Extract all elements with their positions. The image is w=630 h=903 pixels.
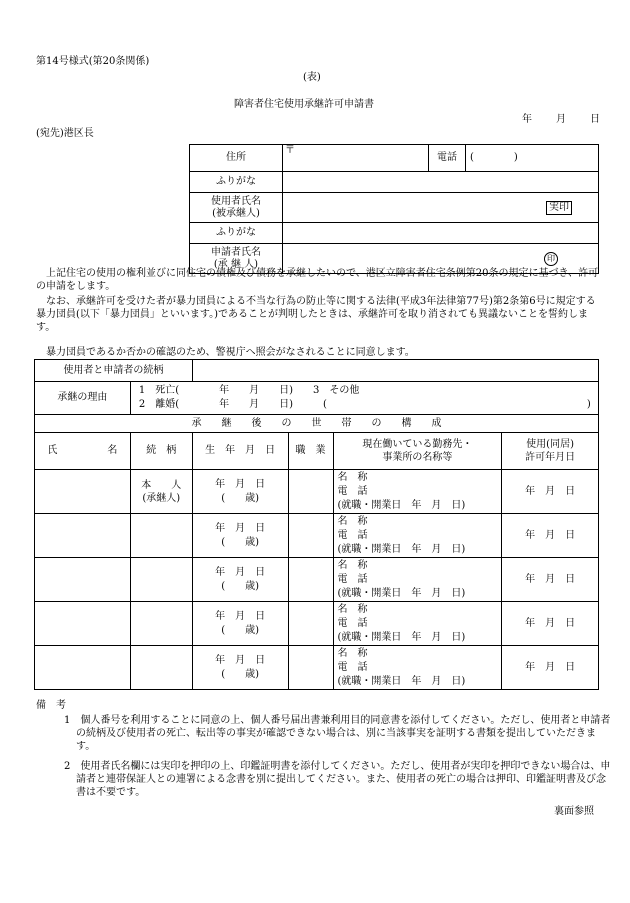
col-birth: 生 年 月 日 xyxy=(192,433,288,470)
member-permit-cell[interactable]: 年 月 日 xyxy=(502,514,599,558)
col-name: 氏 名 xyxy=(35,433,131,470)
date-month: 月 xyxy=(556,114,566,125)
member-occupation-cell[interactable] xyxy=(288,514,333,558)
user-seal-mark: 実印 xyxy=(546,201,572,215)
table-row xyxy=(35,646,599,690)
furigana-field-1[interactable] xyxy=(283,172,599,193)
applicant-table xyxy=(189,144,599,274)
col-relation: 続 柄 xyxy=(130,433,192,470)
member-occupation-cell[interactable] xyxy=(288,558,333,602)
member-name-cell[interactable] xyxy=(35,514,131,558)
reason-options[interactable] xyxy=(130,382,598,415)
member-workplace-cell[interactable]: 名 称 電 話 (就職・開業日 年 月 日) xyxy=(333,470,502,514)
relationship-label: 使用者と申請者の続柄 xyxy=(35,360,193,382)
household-header: 承 継 後 の 世 帯 の 構 成 xyxy=(35,415,599,433)
member-relation-cell[interactable] xyxy=(130,558,192,602)
addressee: (宛先)港区長 xyxy=(36,128,94,139)
note-2: 2 使用者氏名欄には実印を押印の上、印鑑証明書を添付してください。ただし、使用者が実印を押印できない場合は、申請者と連帯保証人との連署による念書を別に提出してください。また、使用者の死亡の場合は押印、印鑑証明書及び念書は不要です。 xyxy=(64,761,611,798)
member-relation-cell[interactable] xyxy=(130,602,192,646)
phone-label: 電話 xyxy=(429,145,466,172)
relationship-field[interactable] xyxy=(192,360,598,382)
member-relation-cell[interactable] xyxy=(130,514,192,558)
member-birth-cell[interactable]: 年 月 日 ( 歳) xyxy=(192,646,288,690)
member-name-cell[interactable] xyxy=(35,558,131,602)
col-permit-date: 使用(同居) 許可年月日 xyxy=(502,433,599,470)
applicant-name-label: 申請者氏名 (承 継 人) xyxy=(190,244,283,274)
notes-title: 備 考 xyxy=(36,700,66,711)
member-birth-cell[interactable]: 年 月 日 ( 歳) xyxy=(192,602,288,646)
postal-mark: 〒 xyxy=(285,145,295,156)
member-name-cell[interactable] xyxy=(35,602,131,646)
date-day: 日 xyxy=(590,114,600,125)
reason-option-2: 2 離婚( 年 月 日) ( ) xyxy=(138,399,591,410)
member-permit-cell[interactable]: 年 月 日 xyxy=(502,646,599,690)
address-label: 住所 xyxy=(190,145,283,172)
member-workplace-cell[interactable]: 名 称 電 話 (就職・開業日 年 月 日) xyxy=(333,646,502,690)
member-relation-cell[interactable] xyxy=(130,646,192,690)
member-permit-cell[interactable]: 年 月 日 xyxy=(502,558,599,602)
page-title: 障害者住宅使用承継許可申請書 xyxy=(234,99,374,110)
furigana-label-2: ふりがな xyxy=(190,223,283,244)
paragraph-2: なお、承継許可を受けた者が暴力団員による不当な行為の防止等に関する法律(平成3年法律第77号)第2条第6号に規定する暴力団員(以下「暴力団員」といいます。)であることが判明したときは、承継許可を取り消されても異議ないことを誓約します。 xyxy=(36,296,596,333)
col-workplace: 現在働いている勤務先・ 事業所の名称等 xyxy=(333,433,502,470)
phone-field[interactable]: ( ) xyxy=(466,145,599,172)
user-name-field[interactable] xyxy=(283,193,599,223)
member-name-cell[interactable] xyxy=(35,646,131,690)
member-workplace-cell[interactable]: 名 称 電 話 (就職・開業日 年 月 日) xyxy=(333,514,502,558)
household-table xyxy=(34,359,599,690)
footer-note: 裏面参照 xyxy=(554,806,594,817)
table-row xyxy=(35,514,599,558)
member-permit-cell[interactable]: 年 月 日 xyxy=(502,602,599,646)
member-relation-cell[interactable]: 本 人 (承継人) xyxy=(130,470,192,514)
member-permit-cell[interactable]: 年 月 日 xyxy=(502,470,599,514)
furigana-field-2[interactable] xyxy=(283,223,599,244)
date-line xyxy=(522,114,600,126)
reason-option-1: 1 死亡( 年 月 日) 3 その他 xyxy=(138,385,360,396)
paragraph-3: 暴力団員であるか否かの確認のため、警視庁へ照会がなされることに同意します。 xyxy=(46,347,415,358)
member-name-cell[interactable] xyxy=(35,470,131,514)
member-occupation-cell[interactable] xyxy=(288,602,333,646)
table-row xyxy=(35,602,599,646)
table-row xyxy=(35,470,599,514)
member-occupation-cell[interactable] xyxy=(288,646,333,690)
form-number: 第14号様式(第20条関係) xyxy=(36,56,150,67)
paragraph-1: 上記住宅の使用の権利並びに同住宅の債権及び債務を承継したいので、港区立障害者住宅条例第20条の規定に基づき、許可の申請をします。 xyxy=(36,268,599,292)
form-side: (表) xyxy=(303,72,321,83)
col-occupation: 職 業 xyxy=(288,433,333,470)
date-year: 年 xyxy=(522,114,532,125)
user-name-label: 使用者氏名 (被承継人) xyxy=(190,193,283,223)
member-birth-cell[interactable]: 年 月 日 ( 歳) xyxy=(192,558,288,602)
applicant-seal-mark: 印 xyxy=(544,252,558,266)
member-workplace-cell[interactable]: 名 称 電 話 (就職・開業日 年 月 日) xyxy=(333,602,502,646)
member-birth-cell[interactable]: 年 月 日 ( 歳) xyxy=(192,514,288,558)
furigana-label-1: ふりがな xyxy=(190,172,283,193)
address-field[interactable] xyxy=(283,145,429,172)
member-birth-cell[interactable]: 年 月 日 ( 歳) xyxy=(192,470,288,514)
table-row xyxy=(35,558,599,602)
note-1: 1 個人番号を利用することに同意の上、個人番号届出書兼利用目的同意書を添付してください。ただし、使用者と申請者の続柄及び使用者の死亡、転出等の事実が確認できない場合は、別に当該事実を証明する書類を提出していただきます。 xyxy=(64,715,611,752)
member-occupation-cell[interactable] xyxy=(288,470,333,514)
reason-label: 承継の理由 xyxy=(35,382,131,415)
member-workplace-cell[interactable]: 名 称 電 話 (就職・開業日 年 月 日) xyxy=(333,558,502,602)
